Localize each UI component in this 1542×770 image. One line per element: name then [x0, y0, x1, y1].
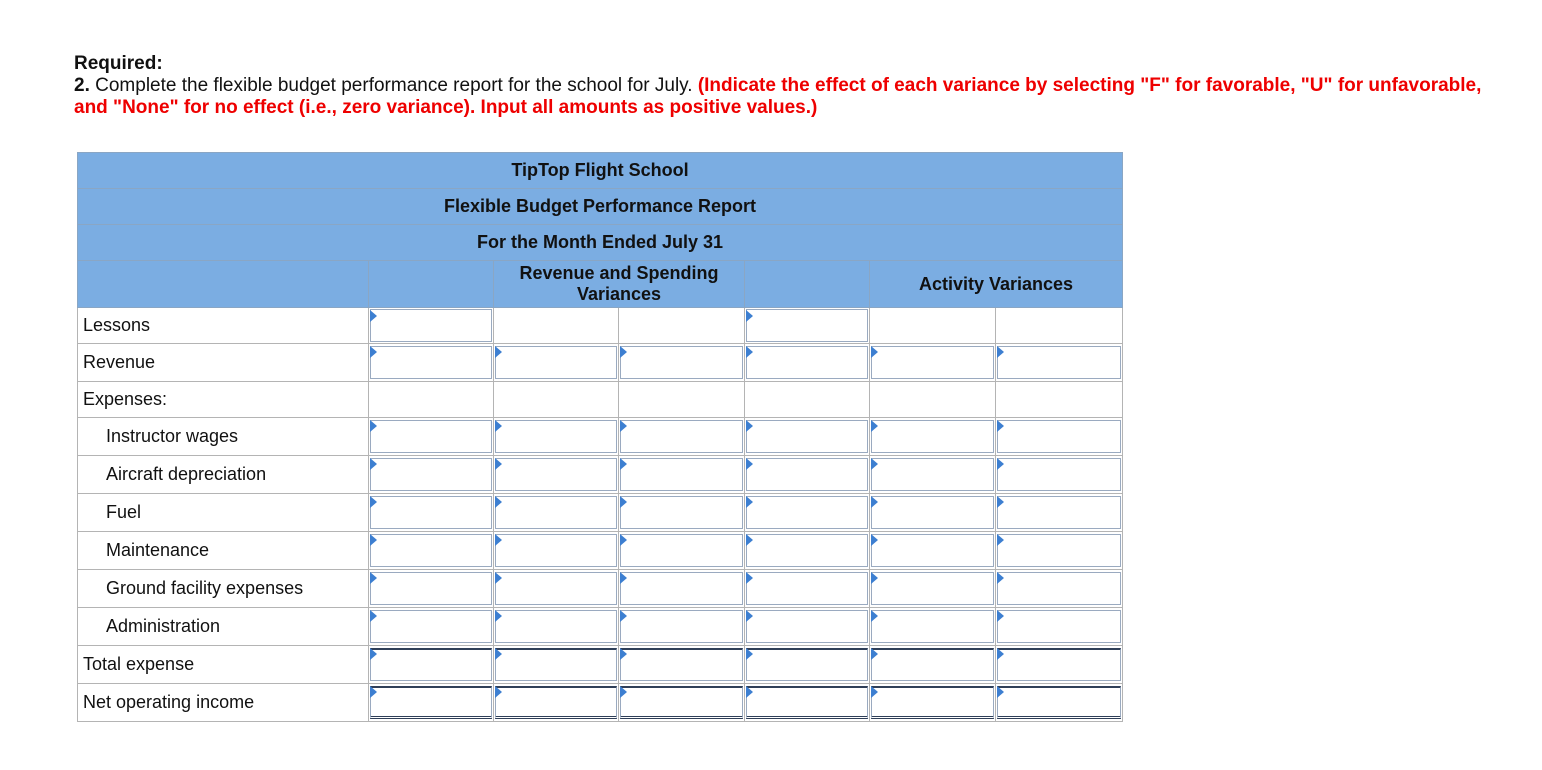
report-period: For the Month Ended July 31 [78, 225, 1123, 261]
maintenance-input-4[interactable] [746, 534, 868, 567]
ground-facility-cell [745, 570, 870, 608]
aircraft-depreciation-input-5[interactable] [871, 458, 994, 491]
revenue-input-1[interactable] [370, 346, 492, 379]
company-name: TipTop Flight School [78, 153, 1123, 189]
aircraft-depreciation-input-6[interactable] [997, 458, 1121, 491]
instruction-text [74, 75, 1514, 119]
maintenance-cell [870, 532, 996, 570]
total-expense-cell [369, 646, 494, 684]
ground-facility-input-6[interactable] [997, 572, 1121, 605]
total-expense-input-5[interactable] [871, 648, 994, 681]
net-operating-income-input-2[interactable] [495, 686, 617, 719]
aircraft-depreciation-cell [996, 456, 1123, 494]
administration-input-3[interactable] [620, 610, 743, 643]
aircraft-depreciation-input-1[interactable] [370, 458, 492, 491]
aircraft-depreciation-cell [745, 456, 870, 494]
empty-cell [996, 308, 1123, 344]
administration-cell [494, 608, 619, 646]
question-emphasis: (Indicate the effect of each variance by selecting "F" for favorable, "U" for unfavorable, and "None" for no effect (i.e., zero variance). Input all amounts as positive values.) [74, 75, 1482, 118]
empty-cell [619, 382, 745, 418]
net-operating-income-input-5[interactable] [871, 686, 994, 719]
row-label-fuel: Fuel [78, 494, 369, 532]
header-blank [745, 261, 870, 308]
flexible-budget-report-table [77, 152, 1123, 722]
net-operating-income-input-1[interactable] [370, 686, 492, 719]
total-expense-input-6[interactable] [997, 648, 1121, 681]
header-blank [78, 261, 369, 308]
question-number: 2. [74, 75, 90, 96]
empty-cell [745, 382, 870, 418]
maintenance-input-1[interactable] [370, 534, 492, 567]
instructor-wages-input-4[interactable] [746, 420, 868, 453]
aircraft-depreciation-input-3[interactable] [620, 458, 743, 491]
administration-input-1[interactable] [370, 610, 492, 643]
total-expense-cell [996, 646, 1123, 684]
total-expense-input-4[interactable] [746, 648, 868, 681]
revenue-input-6[interactable] [997, 346, 1121, 379]
maintenance-input-5[interactable] [871, 534, 994, 567]
revenue-cell [494, 344, 619, 382]
empty-cell [870, 308, 996, 344]
instructor-wages-cell [369, 418, 494, 456]
net-operating-income-input-3[interactable] [620, 686, 743, 719]
lessons-cell-1 [369, 308, 494, 344]
revenue-input-3[interactable] [620, 346, 743, 379]
fuel-cell [870, 494, 996, 532]
header-blank [369, 261, 494, 308]
revenue-cell [369, 344, 494, 382]
instructor-wages-cell [996, 418, 1123, 456]
fuel-cell [745, 494, 870, 532]
row-label-instructor-wages: Instructor wages [78, 418, 369, 456]
empty-cell [619, 308, 745, 344]
ground-facility-input-1[interactable] [370, 572, 492, 605]
total-expense-input-2[interactable] [495, 648, 617, 681]
net-operating-income-cell [369, 684, 494, 722]
row-label-revenue: Revenue [78, 344, 369, 382]
total-expense-cell [619, 646, 745, 684]
fuel-cell [369, 494, 494, 532]
row-label-net-operating-income: Net operating income [78, 684, 369, 722]
maintenance-input-6[interactable] [997, 534, 1121, 567]
ground-facility-input-2[interactable] [495, 572, 617, 605]
administration-cell [745, 608, 870, 646]
fuel-input-6[interactable] [997, 496, 1121, 529]
total-expense-input-1[interactable] [370, 648, 492, 681]
row-label-aircraft-depreciation: Aircraft depreciation [78, 456, 369, 494]
required-heading: Required: [74, 53, 163, 74]
aircraft-depreciation-cell [369, 456, 494, 494]
administration-cell [870, 608, 996, 646]
administration-input-2[interactable] [495, 610, 617, 643]
ground-facility-cell [369, 570, 494, 608]
administration-cell [996, 608, 1123, 646]
ground-facility-input-4[interactable] [746, 572, 868, 605]
empty-cell [996, 382, 1123, 418]
empty-cell [369, 382, 494, 418]
fuel-input-1[interactable] [370, 496, 492, 529]
maintenance-input-3[interactable] [620, 534, 743, 567]
fuel-input-2[interactable] [495, 496, 617, 529]
row-label-total-expense: Total expense [78, 646, 369, 684]
lessons-cell-4 [745, 308, 870, 344]
row-label-lessons: Lessons [78, 308, 369, 344]
total-expense-cell [494, 646, 619, 684]
instructor-wages-input-1[interactable] [370, 420, 492, 453]
fuel-cell [494, 494, 619, 532]
net-operating-income-input-4[interactable] [746, 686, 868, 719]
empty-cell [870, 382, 996, 418]
row-label-maintenance: Maintenance [78, 532, 369, 570]
instructor-wages-cell [870, 418, 996, 456]
aircraft-depreciation-input-4[interactable] [746, 458, 868, 491]
total-expense-cell [870, 646, 996, 684]
total-expense-input-3[interactable] [620, 648, 743, 681]
net-operating-income-cell [996, 684, 1123, 722]
maintenance-cell [369, 532, 494, 570]
ground-facility-input-3[interactable] [620, 572, 743, 605]
aircraft-depreciation-input-2[interactable] [495, 458, 617, 491]
question-text: Complete the flexible budget performance report for the school for July. [89, 75, 698, 96]
maintenance-cell [745, 532, 870, 570]
aircraft-depreciation-cell [870, 456, 996, 494]
revenue-input-5[interactable] [871, 346, 994, 379]
revenue-cell [996, 344, 1123, 382]
aircraft-depreciation-cell [619, 456, 745, 494]
instructor-wages-input-6[interactable] [997, 420, 1121, 453]
maintenance-cell [494, 532, 619, 570]
maintenance-cell [996, 532, 1123, 570]
instructor-wages-input-2[interactable] [495, 420, 617, 453]
net-operating-income-cell [870, 684, 996, 722]
lessons-input-4[interactable] [746, 309, 868, 342]
maintenance-input-2[interactable] [495, 534, 617, 567]
ground-facility-cell [996, 570, 1123, 608]
instructor-wages-input-3[interactable] [620, 420, 743, 453]
revenue-cell [619, 344, 745, 382]
ground-facility-cell [870, 570, 996, 608]
net-operating-income-cell [619, 684, 745, 722]
net-operating-income-input-6[interactable] [997, 686, 1121, 719]
administration-input-6[interactable] [997, 610, 1121, 643]
header-revenue-spending-label: Revenue and Spending Variances [519, 263, 719, 304]
empty-cell [494, 382, 619, 418]
administration-input-5[interactable] [871, 610, 994, 643]
row-label-administration: Administration [78, 608, 369, 646]
instructor-wages-cell [494, 418, 619, 456]
revenue-cell [745, 344, 870, 382]
lessons-input-1[interactable] [370, 309, 492, 342]
net-operating-income-cell [494, 684, 619, 722]
empty-cell [494, 308, 619, 344]
ground-facility-cell [494, 570, 619, 608]
fuel-input-5[interactable] [871, 496, 994, 529]
revenue-cell [870, 344, 996, 382]
net-operating-income-cell [745, 684, 870, 722]
report-title: Flexible Budget Performance Report [78, 189, 1123, 225]
administration-cell [369, 608, 494, 646]
instructor-wages-cell [619, 418, 745, 456]
instructions [74, 53, 1514, 119]
revenue-input-2[interactable] [495, 346, 617, 379]
fuel-input-3[interactable] [620, 496, 743, 529]
instructor-wages-input-5[interactable] [871, 420, 994, 453]
header-revenue-spending-variances [494, 261, 745, 308]
total-expense-cell [745, 646, 870, 684]
row-label-ground-facility-expenses: Ground facility expenses [78, 570, 369, 608]
instructor-wages-cell [745, 418, 870, 456]
revenue-input-4[interactable] [746, 346, 868, 379]
fuel-input-4[interactable] [746, 496, 868, 529]
fuel-cell [996, 494, 1123, 532]
ground-facility-input-5[interactable] [871, 572, 994, 605]
administration-cell [619, 608, 745, 646]
fuel-cell [619, 494, 745, 532]
ground-facility-cell [619, 570, 745, 608]
maintenance-cell [619, 532, 745, 570]
row-label-expenses: Expenses: [78, 382, 369, 418]
header-activity-variances: Activity Variances [870, 261, 1123, 308]
aircraft-depreciation-cell [494, 456, 619, 494]
administration-input-4[interactable] [746, 610, 868, 643]
